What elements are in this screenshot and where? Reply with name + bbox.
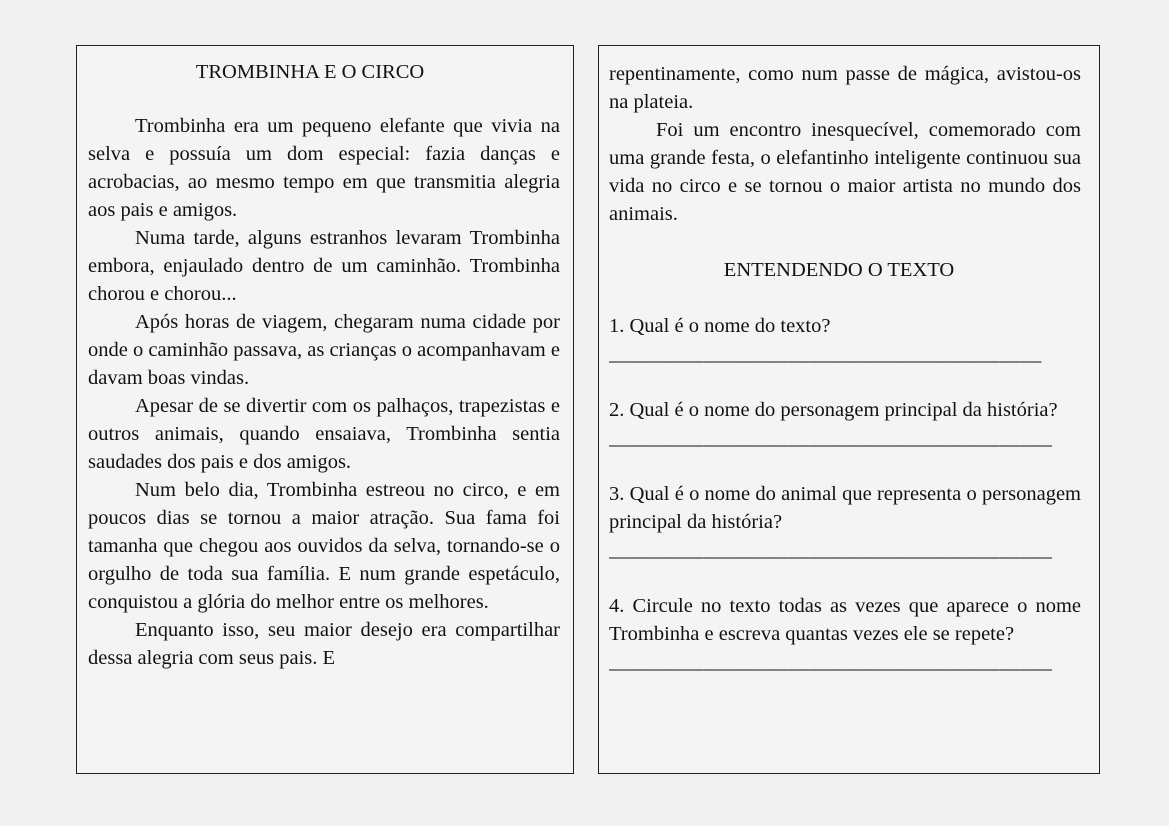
exercise-column [609,60,1081,704]
story-panel [76,45,574,774]
story-continuation: repentinamente, como num passe de mágica, avistou-os na plateia. [609,63,1081,113]
question-3 [609,480,1081,564]
answer-line[interactable]: __________________________________________ [609,539,1053,561]
story-paragraph-2: Numa tarde, alguns estranhos levaram Trombinha embora, enjaulado dentro de um caminhão. Trombinha chorou e chorou... [88,227,560,305]
exercise-panel [598,45,1100,774]
answer-line[interactable]: __________________________________________ [609,651,1053,673]
answer-line[interactable]: _________________________________________ [609,343,1042,365]
question-text: 2. Qual é o nome do personagem principal da história? [609,399,1058,421]
story-title: TROMBINHA E O CIRCO [195,61,425,83]
story-paragraph-5: Num belo dia, Trombinha estreou no circo, e em poucos dias se tornou a maior atração. Sua fama foi tamanha que chegou aos ouvidos da selva, tornando-se o orgulho de toda sua família. E num grande espetáculo, conquistou a glória do melhor entre os melhores. [88,479,560,613]
question-2 [609,396,1081,452]
story-column [88,58,560,672]
question-1 [609,312,1081,368]
question-text: 1. Qual é o nome do texto? [609,315,831,337]
question-text: 4. Circule no texto todas as vezes que aparece o nome Trombinha e escreva quantas vezes ele se repete? [609,595,1081,645]
story-paragraph-4: Apesar de se divertir com os palhaços, trapezistas e outros animais, quando ensaiava, Trombinha sentia saudades dos pais e dos amigos. [88,395,560,473]
answer-line[interactable]: __________________________________________ [609,427,1053,449]
question-text: 3. Qual é o nome do animal que representa o personagem principal da história? [609,483,1081,533]
story-paragraph-1: Trombinha era um pequeno elefante que vivia na selva e possuía um dom especial: fazia danças e acrobacias, ao mesmo tempo em que transmitia alegria aos pais e amigos. [88,115,560,221]
story-paragraph-3: Após horas de viagem, chegaram numa cidade por onde o caminhão passava, as crianças o acompanhavam e davam boas vindas. [88,311,560,389]
exercise-title: ENTENDENDO O TEXTO [723,259,955,281]
story-final-paragraph: Foi um encontro inesquecível, comemorado com uma grande festa, o elefantinho inteligente continuou sua vida no circo e se tornou o maior artista no mundo dos animais. [609,119,1081,225]
story-paragraph-6: Enquanto isso, seu maior desejo era compartilhar dessa alegria com seus pais. E [88,619,560,669]
question-4 [609,592,1081,676]
